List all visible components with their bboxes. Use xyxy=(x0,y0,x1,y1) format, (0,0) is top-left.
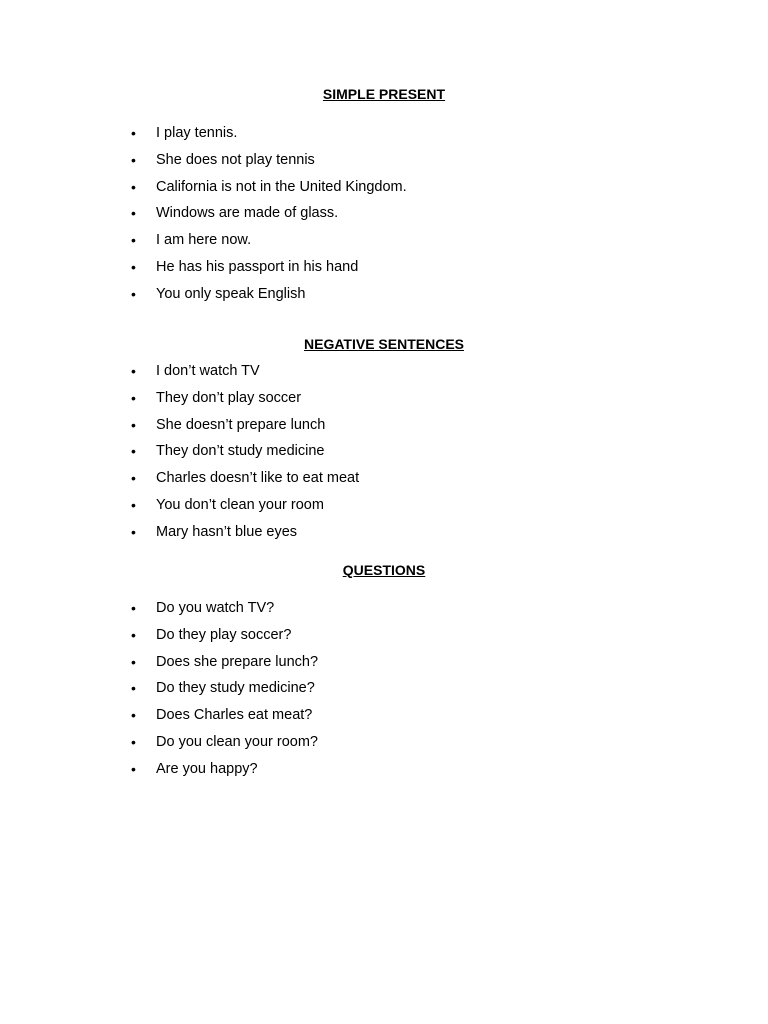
list-item-text: Are you happy? xyxy=(156,760,258,777)
list-item xyxy=(0,285,407,312)
list-item xyxy=(0,523,359,550)
section-heading-negative-sentences: NEGATIVE SENTENCES xyxy=(304,336,464,352)
list-item xyxy=(0,626,318,653)
bullet-icon: • xyxy=(131,707,136,724)
list-item-text: Does she prepare lunch? xyxy=(156,653,319,670)
list-item xyxy=(0,258,407,285)
list-item-text: She does not play tennis xyxy=(156,151,315,168)
list-item xyxy=(0,469,359,496)
list-item-text: You only speak English xyxy=(156,285,306,302)
list-item-text: California is not in the United Kingdom. xyxy=(156,178,407,195)
list-item-text: Do you watch TV? xyxy=(156,600,275,616)
bullet-icon: • xyxy=(131,285,136,302)
list-item xyxy=(0,496,359,523)
list-item-text: Windows are made of glass. xyxy=(156,205,339,222)
bullet-icon: • xyxy=(131,125,136,141)
bullet-icon: • xyxy=(131,389,136,406)
list-item xyxy=(0,653,318,680)
bullet-icon: • xyxy=(131,760,136,777)
list-item-text: She doesn’t prepare lunch xyxy=(156,416,326,433)
list-item-text: Do they study medicine? xyxy=(156,680,315,697)
bullet-icon: • xyxy=(131,600,136,616)
list-item-text: Mary hasn’t blue eyes xyxy=(156,523,298,540)
list-item-text: They don’t study medicine xyxy=(156,443,325,460)
bullet-icon: • xyxy=(131,151,136,168)
list-item xyxy=(0,733,318,760)
bullet-icon: • xyxy=(131,232,136,249)
bullet-icon: • xyxy=(131,733,136,750)
list-item xyxy=(0,362,359,389)
list-item xyxy=(0,204,407,231)
list-item-text: I am here now. xyxy=(156,232,252,249)
questions-list xyxy=(0,599,318,787)
list-item xyxy=(0,760,318,787)
bullet-icon: • xyxy=(131,496,136,513)
list-item-text: Does Charles eat meat? xyxy=(156,707,313,724)
list-item xyxy=(0,151,407,178)
list-item-text: You don’t clean your room xyxy=(156,496,324,513)
list-item-text: They don’t play soccer xyxy=(156,389,302,406)
section-heading-simple-present: SIMPLE PRESENT xyxy=(322,86,446,102)
simple-present-list xyxy=(0,124,407,312)
bullet-icon: • xyxy=(131,416,136,433)
bullet-icon: • xyxy=(131,258,136,275)
bullet-icon: • xyxy=(131,470,136,487)
bullet-icon: • xyxy=(131,626,136,643)
bullet-icon: • xyxy=(131,443,136,460)
list-item xyxy=(0,599,318,626)
list-item xyxy=(0,389,359,416)
section-heading-questions: QUESTIONS xyxy=(342,562,426,578)
negative-sentences-list xyxy=(0,362,359,550)
list-item xyxy=(0,231,407,258)
list-item-text: He has his passport in his hand xyxy=(156,258,359,275)
list-item-text: Do you clean your room? xyxy=(156,733,318,750)
list-item xyxy=(0,679,318,706)
list-item xyxy=(0,178,407,205)
list-item-text: I play tennis. xyxy=(156,125,238,141)
bullet-icon: • xyxy=(131,680,136,697)
list-item xyxy=(0,124,407,151)
bullet-icon: • xyxy=(131,523,136,540)
bullet-icon: • xyxy=(131,653,136,670)
list-item-text: Charles doesn’t like to eat meat xyxy=(156,470,360,487)
bullet-icon: • xyxy=(131,363,136,379)
list-item-text: Do they play soccer? xyxy=(156,626,292,643)
list-item xyxy=(0,706,318,733)
list-item xyxy=(0,416,359,443)
bullet-icon: • xyxy=(131,205,136,222)
bullet-icon: • xyxy=(131,178,136,195)
list-item xyxy=(0,442,359,469)
list-item-text: I don’t watch TV xyxy=(156,363,260,379)
